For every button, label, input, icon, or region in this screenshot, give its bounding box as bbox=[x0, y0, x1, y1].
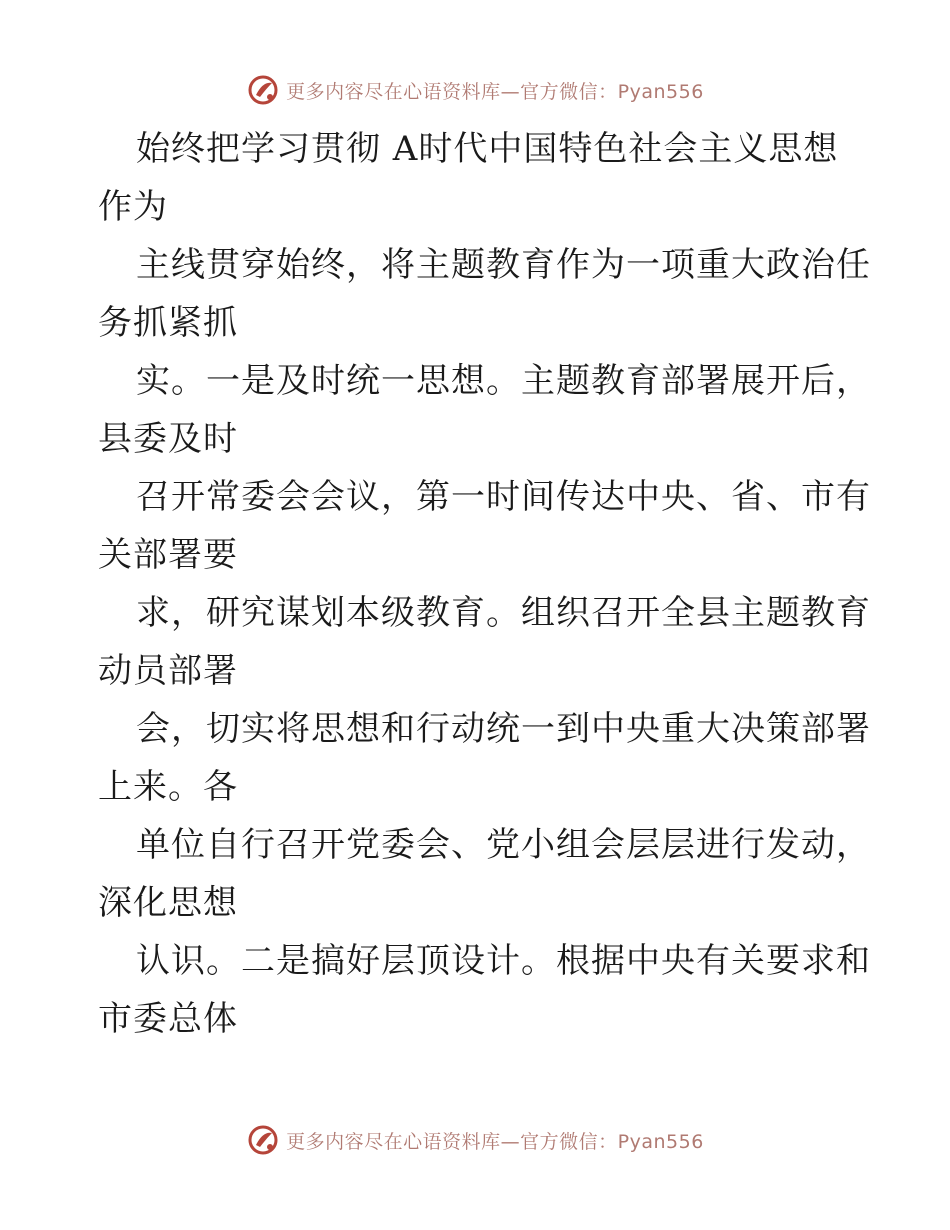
text-line: 务抓紧抓 bbox=[98, 303, 238, 343]
text-line: 会，切实将思想和行动统一到中央重大决策部署 bbox=[136, 709, 871, 749]
text-line: 求，研究谋划本级教育。组织召开全县主题教育 bbox=[136, 593, 871, 633]
text-line: 动员部署 bbox=[98, 651, 238, 691]
text-line: 单位自行召开党委会、党小组会层层进行发动， bbox=[136, 825, 871, 865]
text-line: 始终把学习贯彻 A时代中国特色社会主义思想 bbox=[136, 129, 839, 169]
text-line: 认识。二是搞好层顶设计。根据中央有关要求和 bbox=[136, 941, 871, 981]
text-line: 市委总体 bbox=[98, 999, 238, 1039]
brush-seal-icon bbox=[246, 1123, 280, 1157]
text-line: 深化思想 bbox=[98, 883, 238, 923]
watermark-text: 更多内容尽在心语资料库—官方微信：Pyan556 bbox=[286, 1130, 704, 1153]
document-body bbox=[98, 120, 871, 1048]
footer-watermark bbox=[0, 1120, 950, 1160]
brush-seal-icon bbox=[246, 73, 280, 107]
header-watermark bbox=[0, 70, 950, 110]
text-line: 关部署要 bbox=[98, 535, 238, 575]
text-line: 县委及时 bbox=[98, 419, 238, 459]
text-line: 召开常委会会议，第一时间传达中央、省、市有 bbox=[136, 477, 871, 517]
watermark-text: 更多内容尽在心语资料库—官方微信：Pyan556 bbox=[286, 80, 704, 103]
text-line: 主线贯穿始终，将主题教育作为一项重大政治任 bbox=[136, 245, 871, 285]
text-line: 实。一是及时统一思想。主题教育部署展开后， bbox=[136, 361, 871, 401]
text-line: 上来。各 bbox=[98, 767, 238, 807]
text-line: 作为 bbox=[98, 187, 168, 227]
